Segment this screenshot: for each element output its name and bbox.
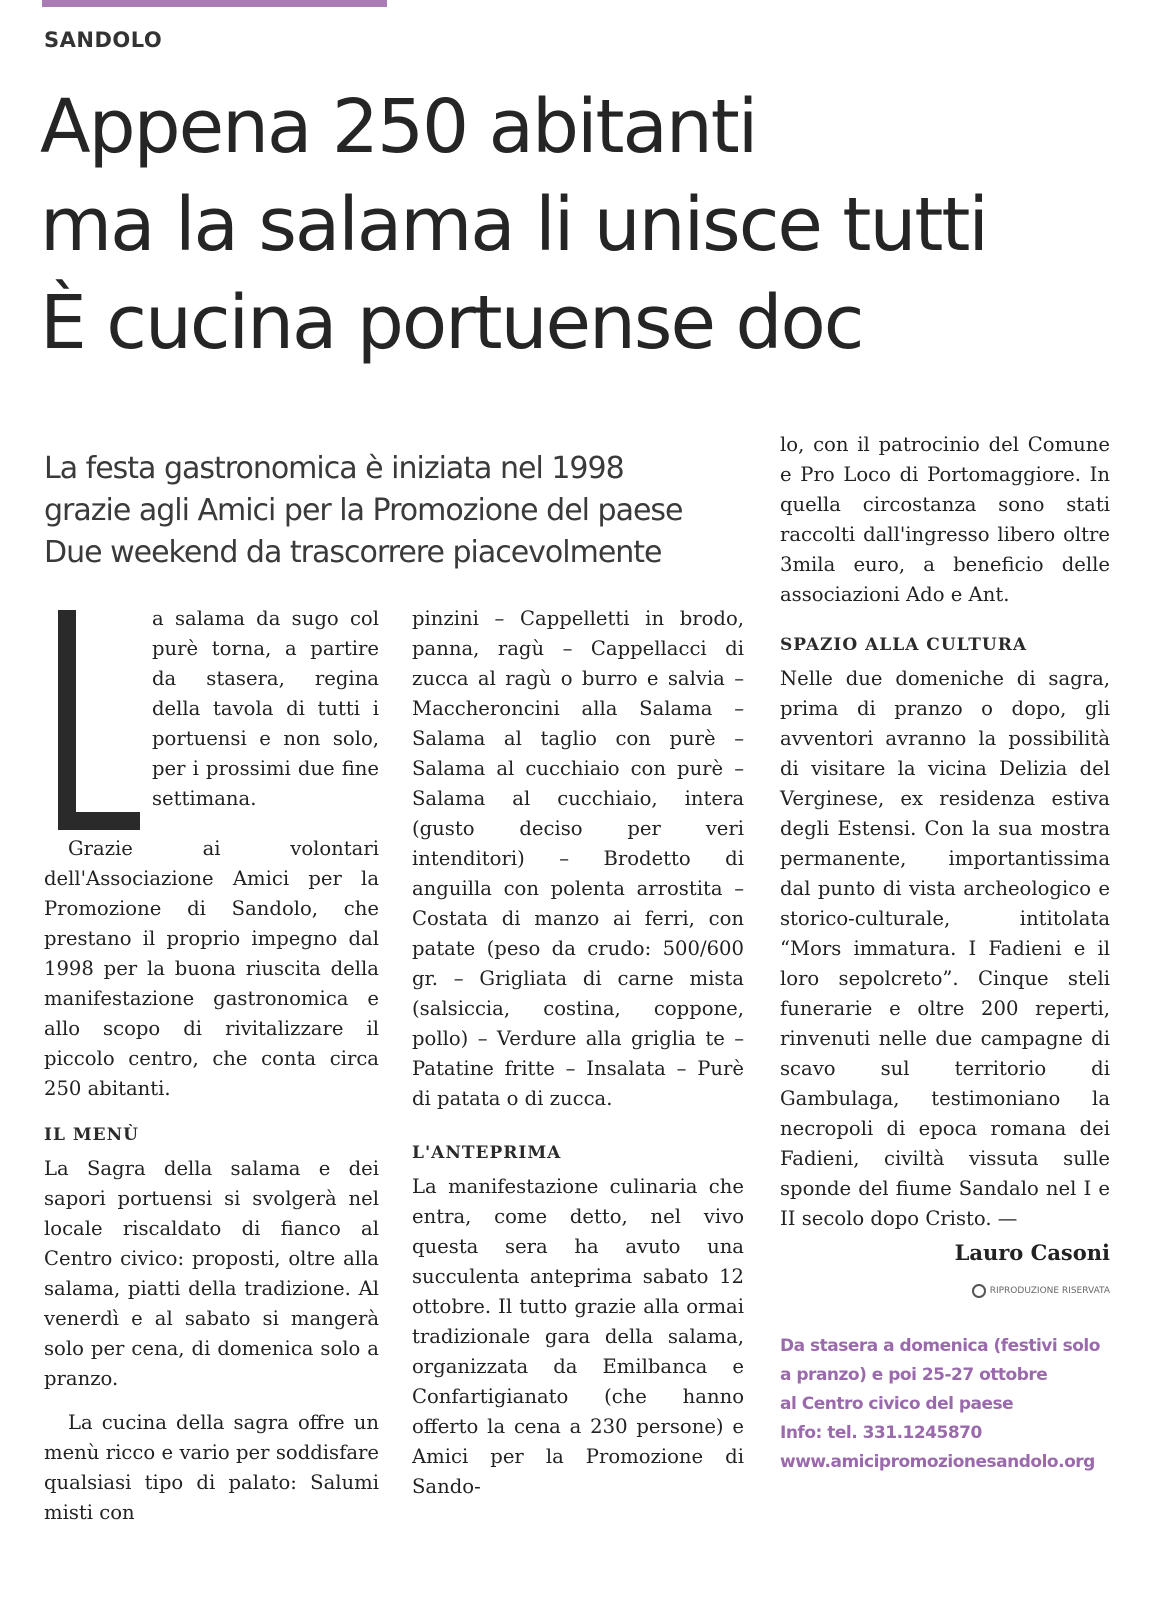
info-website: www.amicipromozionesandolo.org	[780, 1452, 1095, 1472]
top-accent-bar	[42, 0, 387, 7]
section-title-menu: IL MENÙ	[44, 1125, 139, 1145]
paragraph-1: a salama da sugo col purè torna, a partire da stasera, regina della tavola di tutti i portuensi e non solo, per i prossimi due fine settimana.	[152, 607, 379, 810]
info-line-3: al Centro civico del paese	[780, 1394, 1014, 1414]
author-byline: Lauro Casoni	[954, 1240, 1110, 1265]
opening-paragraph-block	[44, 604, 379, 834]
location-kicker: SANDOLO	[44, 28, 163, 52]
event-info-box	[780, 1332, 1110, 1477]
info-line-4: Info: tel. 331.1245870	[780, 1423, 982, 1443]
article-column-1	[44, 604, 379, 1528]
info-line-2: a pranzo) e poi 25-27 ottobre	[780, 1365, 1048, 1385]
paragraph-8: Nelle due domeniche di sagra, prima di pranzo o dopo, gli avventori avranno la possibilità di visitare la vicina Delizia del Verginese, ex residenza estiva degli Estensi. Con la sua mostra permanente, importantissima dal punto di vista archeologico e storico-culturale, intitolata “Mors immatura. I Fadieni e il loro sepolcreto”. Cinque steli funerarie e oltre 200 reperti, rinvenuti nelle due campagne di scavo sul territorio di Gambulaga, testimoniano la necropoli di epoca romana dei Fadieni, civiltà vissuta sulle sponde del fiume Sandalo nel I e II secolo dopo Cristo. —	[780, 667, 1110, 1230]
section-title-cultura: SPAZIO ALLA CULTURA	[780, 635, 1028, 655]
headline	[40, 78, 987, 372]
copyright-icon	[972, 1284, 986, 1298]
subhead-line-1: La festa gastronomica è iniziata nel 1998	[44, 451, 624, 486]
headline-line-3: È cucina portuense doc	[40, 280, 863, 366]
subhead-line-2: grazie agli Amici per la Promozione del paese	[44, 493, 683, 528]
copyright-notice	[780, 1276, 1110, 1306]
subhead-line-3: Due weekend da trascorrere piacevolmente	[44, 535, 662, 570]
paragraph-4: La cucina della sagra offre un menù ricco e vario per soddisfare qualsiasi tipo di palato: Salumi misti con	[44, 1411, 379, 1524]
paragraph-7: lo, con il patrocinio del Comune e Pro Loco di Portomaggiore. In quella circostanza sono stati raccolti dall'ingresso libero oltre 3mila euro, a beneficio delle associazioni Ado e Ant.	[780, 433, 1110, 606]
headline-line-1: Appena 250 abitanti	[40, 84, 757, 170]
paragraph-6: La manifestazione culinaria che entra, come detto, nel vivo questa sera ha avuto una succulenta anteprima sabato 12 ottobre. Il tutto grazie alla ormai tradizionale gara della salama, organizzata da Emilbanca e Confartigianato (che hanno offerto la cena a 230 persone) e Amici per la Promozione di Sando-	[412, 1175, 744, 1498]
paragraph-2: Grazie ai volontari dell'Associazione Amici per la Promozione di Sandolo, che prestano il proprio impegno dal 1998 per la buona riuscita della manifestazione gastronomica e allo scopo di rivitalizzare il piccolo centro, che conta circa 250 abitanti.	[44, 837, 379, 1100]
copyright-text: RIPRODUZIONE RISERVATA	[989, 1286, 1110, 1296]
info-line-1: Da stasera a domenica (festivi solo	[780, 1336, 1100, 1356]
headline-line-2: ma la salama li unisce tutti	[40, 182, 987, 268]
paragraph-5: pinzini – Cappelletti in brodo, panna, ragù – Cappellacci di zucca al ragù o burro e salvia – Maccheroncini alla Salama – Salama al taglio con purè – Salama al cucchiaio con purè – Salama al cucchiaio, intera (gusto deciso per veri intenditori) – Brodetto di anguilla con polenta arrostita – Costata di manzo ai ferri, con patate (peso da crudo: 500/600 gr. – Grigliata di carne mista (salsiccia, costina, coppone, pollo) – Verdure alla griglia te – Patatine fritte – Insalata – Purè di patata o di zucca.	[412, 607, 744, 1110]
section-title-anteprima: L'ANTEPRIMA	[412, 1143, 562, 1163]
article-column-2	[412, 604, 744, 1502]
dropcap-letter	[44, 604, 140, 834]
paragraph-3: La Sagra della salama e dei sapori portuensi si svolgerà nel locale riscaldato di fianco al Centro civico: proposti, oltre alla salama, piatti della tradizione. Al venerdì e al sabato si mangerà solo per cena, di domenica solo a pranzo.	[44, 1157, 379, 1390]
article-column-3	[780, 430, 1110, 1477]
subheadline	[44, 448, 744, 574]
